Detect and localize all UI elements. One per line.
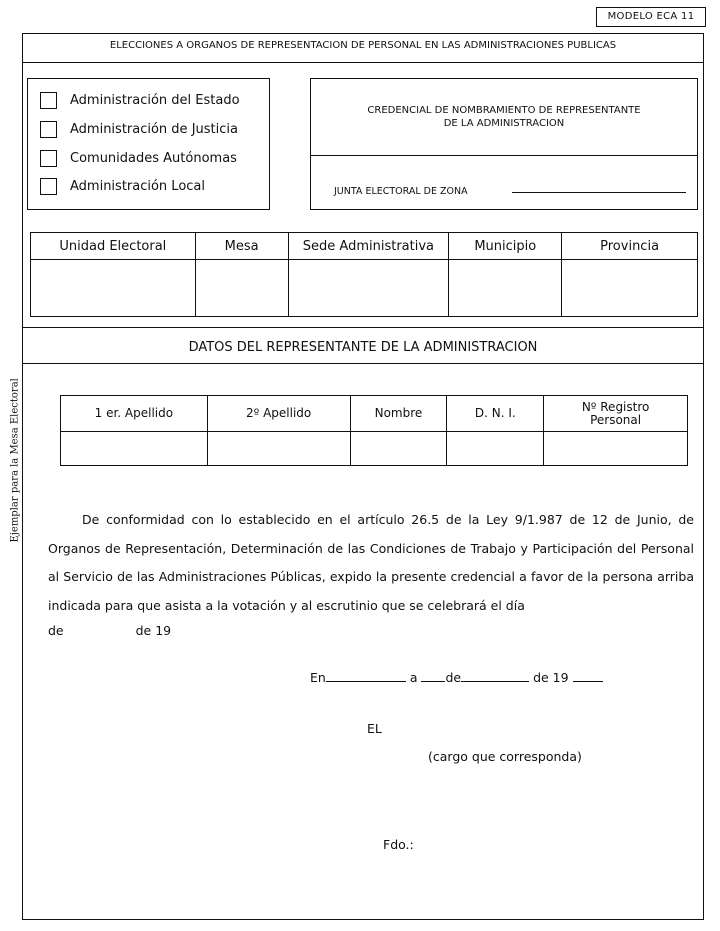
section-divider-bottom [22,363,704,364]
header-registro-line1: Nº Registro [581,399,650,414]
header-nombre: Nombre [350,396,447,432]
option-label: Comunidades Autónomas [70,150,237,166]
fdo-label: Fdo.: [383,837,414,852]
cell-segundo-apellido[interactable] [207,432,350,466]
en-label: En [310,670,326,685]
signer-el-label: EL [367,721,382,736]
month-blank[interactable] [461,671,529,682]
cell-registro-personal[interactable] [544,432,688,466]
credential-title-line1: CREDENCIAL DE NOMBRAMIENTO DE REPRESENTANTE [367,105,641,116]
cell-sede-administrativa[interactable] [288,260,449,317]
section-title: DATOS DEL REPRESENTANTE DE LA ADMINISTRACION [188,340,538,355]
checkbox[interactable] [40,150,57,167]
header-registro-line2: Personal [590,412,642,427]
header-sede-administrativa: Sede Administrativa [288,233,449,260]
header-dni: D. N. I. [447,396,544,432]
side-text: Ejemplar para la Mesa Electoral [9,378,21,543]
header-primer-apellido: 1 er. Apellido [61,396,208,432]
place-date-line [310,670,603,685]
cell-provincia[interactable] [562,260,698,317]
header-municipio: Municipio [449,233,562,260]
model-label: MODELO ECA 11 [596,7,706,27]
a-label: a [409,670,418,685]
cargo-label: (cargo que corresponda) [428,749,582,764]
de-label: de [445,670,462,685]
option-label: Administración Local [70,178,206,194]
body-text: De conformidad con lo establecido en el artículo 26.5 de la Ley 9/1.987 de 12 de Junio, de Organos de Representación, Determinación de las Condiciones de Trabajo y Participación del Personal al Servicio de las Administraciones Públicas, expido la presente credencial a favor de la persona arriba indicada para que asista a la votación y al escrutinio que se celebrará el día [48,512,694,613]
header-mesa: Mesa [195,233,288,260]
table-header-row [31,233,698,260]
junta-label: JUNTA ELECTORAL DE ZONA [334,186,468,197]
header-segundo-apellido: 2º Apellido [207,396,350,432]
cell-unidad-electoral[interactable] [31,260,196,317]
option-administracion-estado[interactable] [40,90,240,110]
header-provincia: Provincia [562,233,698,260]
checkbox[interactable] [40,121,57,138]
cell-nombre[interactable] [350,432,447,466]
option-label: Administración de Justicia [70,121,238,137]
option-comunidades-autonomas[interactable] [40,148,237,168]
table-row [31,260,698,317]
table-row [61,432,688,466]
junta-input-line[interactable] [512,192,686,193]
date-de19-label: de 19 [135,623,172,638]
day-blank[interactable] [421,671,445,682]
representative-table [60,395,688,466]
place-blank[interactable] [326,671,406,682]
title-divider [22,62,704,63]
date-line [48,623,171,638]
year-blank[interactable] [573,671,603,682]
credential-title [310,104,698,130]
section-divider-top [22,327,704,328]
cell-dni[interactable] [447,432,544,466]
table-header-row [61,396,688,432]
cell-primer-apellido[interactable] [61,432,208,466]
header-title: ELECCIONES A ORGANOS DE REPRESENTACION DE PERSONAL EN LAS ADMINISTRACIONES PUBLICAS [109,40,617,51]
body-paragraph [48,506,694,620]
location-table [30,232,698,317]
option-label: Administración del Estado [70,92,240,108]
cell-municipio[interactable] [449,260,562,317]
checkbox[interactable] [40,178,57,195]
header-registro-personal [544,396,688,432]
checkbox[interactable] [40,92,57,109]
de19-label: de 19 [533,670,569,685]
credential-title-line2: DE LA ADMINISTRACION [443,118,565,129]
option-administracion-local[interactable] [40,176,205,196]
cell-mesa[interactable] [195,260,288,317]
credential-divider [310,155,698,156]
header-unidad-electoral: Unidad Electoral [31,233,196,260]
option-administracion-justicia[interactable] [40,119,238,139]
date-de-label: de [48,623,64,638]
